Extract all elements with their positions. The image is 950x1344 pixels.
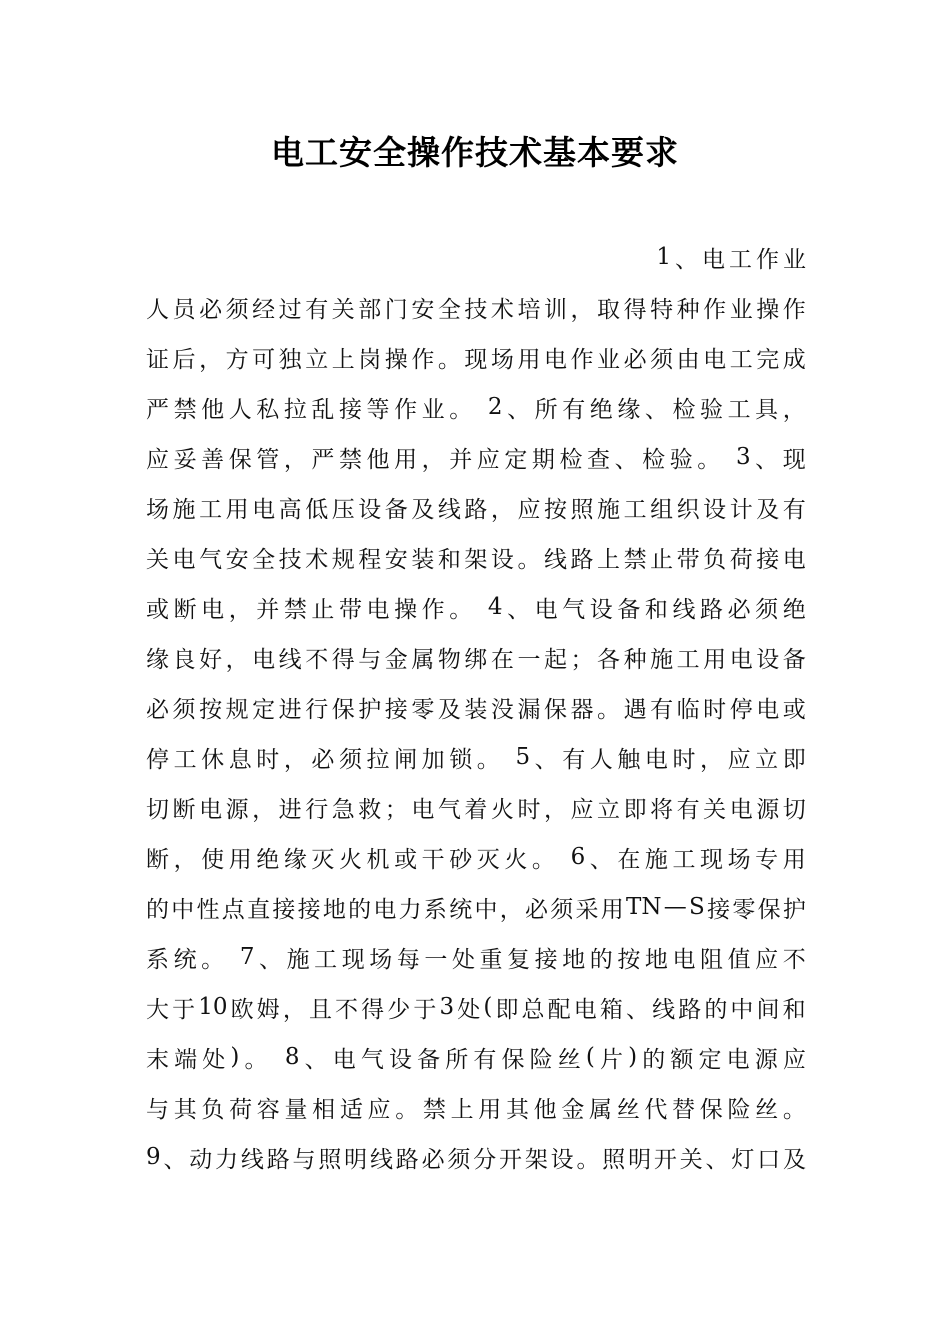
paragraph-line: 严 禁 他 人 私 拉 乱 接 等 作 业 。 2 、 所 有 绝 缘 、 检 验 工 具 ， [146, 394, 806, 423]
paragraph-line: 缘 良 好 ， 电 线 不 得 与 金 属 物 绑 在 一 起 ； 各 种 施 工 用 电 设 备 [146, 646, 806, 673]
paragraph-line: 关 电 气 安 全 技 术 规 程 安 装 和 架 设 。 线 路 上 禁 止 带 负 荷 接 电 [146, 546, 806, 573]
paragraph-line: 断 ， 使 用 绝 缘 灭 火 机 或 干 砂 灭 火 。 6 、 在 施 工 现 场 专 用 [146, 844, 806, 873]
paragraph-line: 9 、 动 力 线 路 与 照 明 线 路 必 须 分 开 架 设 。 照 明 开 关 、 灯 口 及 [146, 1144, 806, 1173]
paragraph-line: 证 后 ， 方 可 独 立 上 岗 操 作 。 现 场 用 电 作 业 必 须 由 电 工 完 成 [146, 346, 806, 373]
paragraph-line: 末 端 处 ) 。 8 、 电 气 设 备 所 有 保 险 丝 ( 片 ) 的 额 定 电 源 应 [146, 1044, 806, 1073]
document-body [146, 232, 806, 1182]
document-title: 电工安全操作技术基本要求 [271, 133, 679, 172]
paragraph-line: 或 断 电 ， 并 禁 止 带 电 操 作 。 4 、 电 气 设 备 和 线 路 必 须 绝 [146, 594, 806, 623]
paragraph-line: 1 、 电 工 作 业 [656, 244, 806, 273]
paragraph-line: 人 员 必 须 经 过 有 关 部 门 安 全 技 术 培 训 ， 取 得 特 种 作 业 操 作 [146, 296, 806, 323]
paragraph-line: 切 断 电 源 ， 进 行 急 救 ； 电 气 着 火 时 ， 应 立 即 将 有 关 电 源 切 [146, 796, 806, 823]
paragraph-line: 停 工 休 息 时 ， 必 须 拉 闸 加 锁 。 5 、 有 人 触 电 时 ， 应 立 即 [146, 744, 806, 773]
paragraph-line: 应 妥 善 保 管 ， 严 禁 他 用 ， 并 应 定 期 检 查 、 检 验 。 3 、 现 [146, 444, 806, 473]
paragraph-line: 与 其 负 荷 容 量 相 适 应 。 禁 上 用 其 他 金 属 丝 代 替 保 险 丝 。 [146, 1096, 806, 1123]
paragraph-line: 场 施 工 用 电 高 低 压 设 备 及 线 路 ， 应 按 照 施 工 组 织 设 计 及 有 [146, 496, 806, 523]
paragraph-line: 的 中 性 点 直 接 接 地 的 电 力 系 统 中 ， 必 须 采 用 TN — S 接 零 保 护 [146, 894, 806, 923]
paragraph-line: 大 于 10 欧 姆 ， 且 不 得 少 于 3 处 ( 即 总 配 电 箱 、 线 路 的 中 间 和 [146, 994, 806, 1023]
paragraph-line: 系 统 。 7 、 施 工 现 场 每 一 处 重 复 接 地 的 按 地 电 阻 值 应 不 [146, 944, 806, 973]
paragraph-line: 必 须 按 规 定 进 行 保 护 接 零 及 装 没 漏 保 器 。 遇 有 临 时 停 电 或 [146, 696, 806, 723]
